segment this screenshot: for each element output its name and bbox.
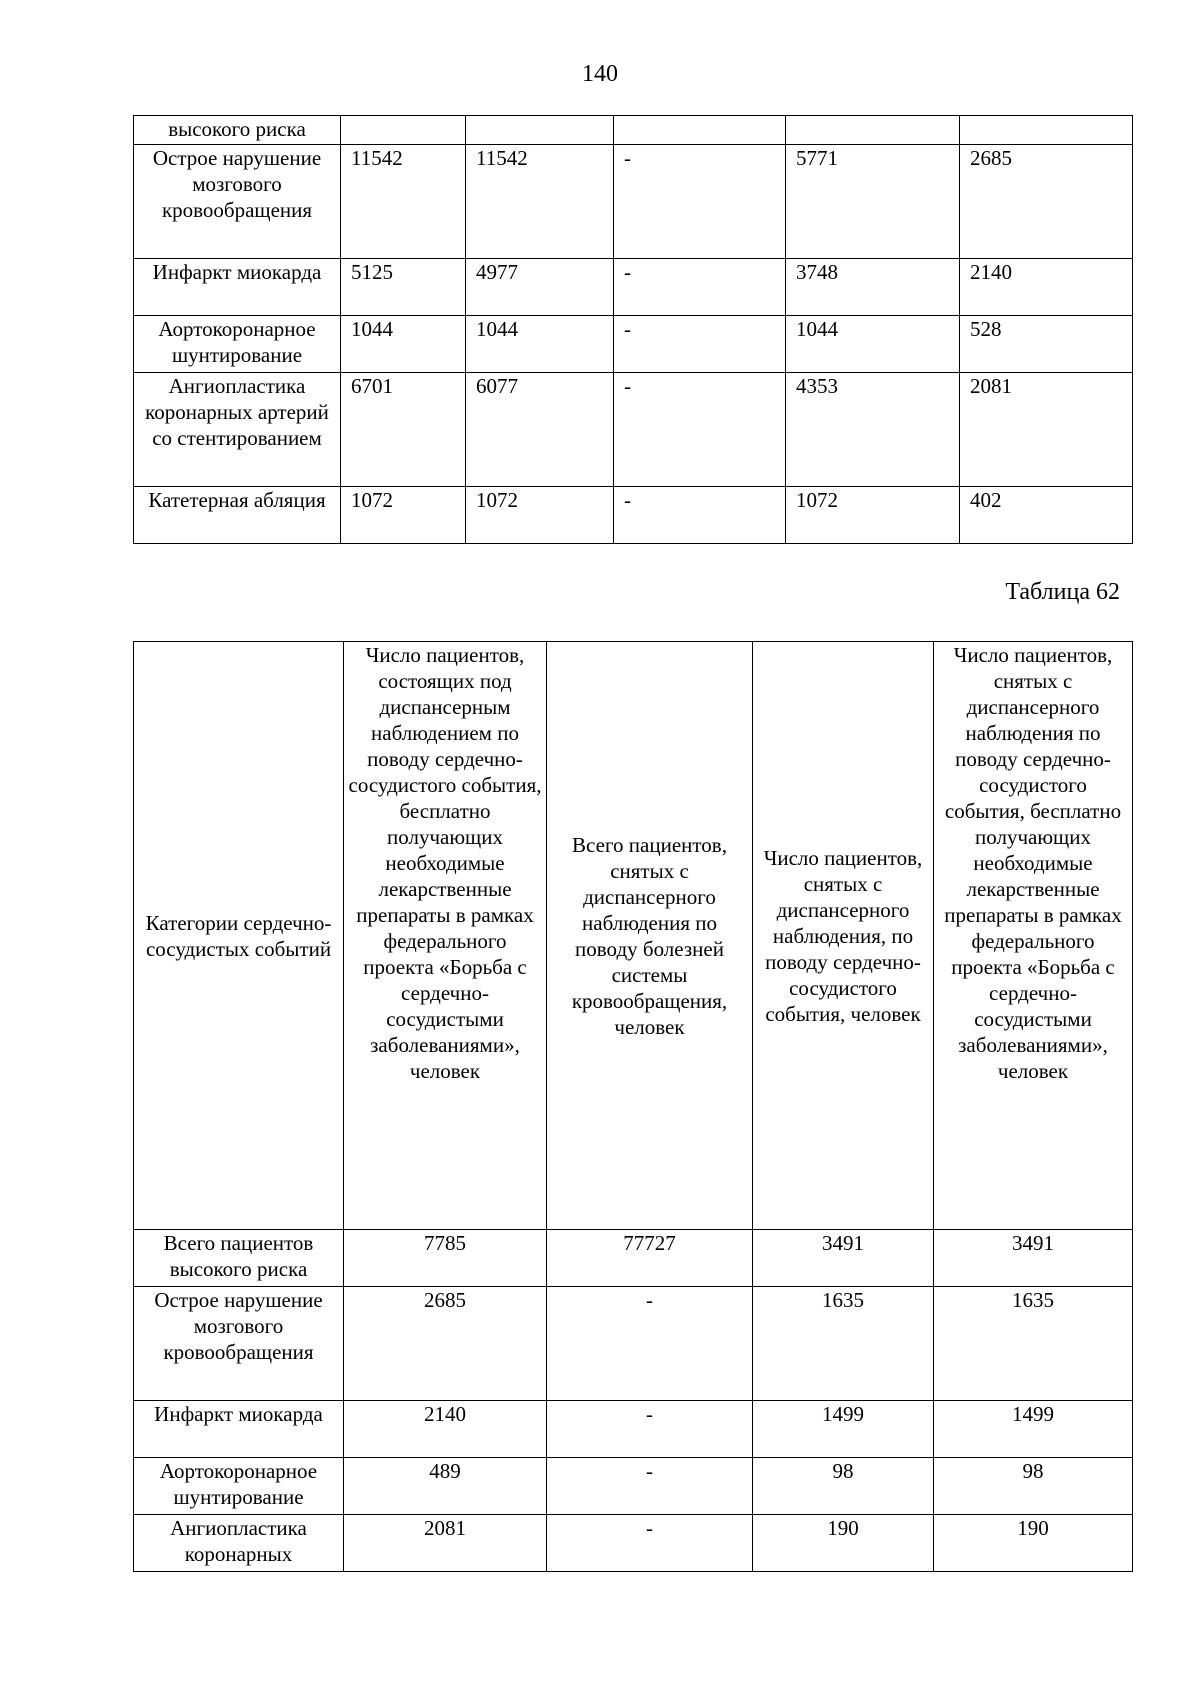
table-row [134,1287,1133,1401]
value-cell: - [547,1401,753,1458]
page-number: 140 [582,61,618,87]
value-cell: 402 [960,487,1133,544]
value-cell: 3748 [786,259,960,316]
table-caption: Таблица 62 [1005,579,1120,605]
value-cell: 489 [344,1458,547,1515]
table-row [134,487,1133,544]
value-cell: 3491 [753,1230,934,1287]
header-cell: Категории сердечно-сосудистых событий [134,642,344,1230]
value-cell: 1044 [466,316,614,373]
value-cell: 6077 [466,373,614,487]
value-cell: 2081 [344,1515,547,1572]
value-cell [466,116,614,145]
value-cell: 528 [960,316,1133,373]
table-row [134,1515,1133,1572]
value-cell: 2140 [344,1401,547,1458]
value-cell: 4353 [786,373,960,487]
category-cell: Инфаркт миокарда [134,1401,344,1458]
value-cell: 1635 [753,1287,934,1401]
table-62 [133,641,1133,1572]
value-cell: - [614,145,786,259]
header-cell: Число пациентов, снятых с диспансерного наблюдения, по поводу сердечно-сосудистого события, человек [753,642,934,1230]
value-cell: - [614,259,786,316]
value-cell: 77727 [547,1230,753,1287]
value-cell: - [614,316,786,373]
value-cell: 5125 [341,259,466,316]
value-cell: - [614,487,786,544]
table-row [134,373,1133,487]
value-cell: 2081 [960,373,1133,487]
value-cell: 3491 [934,1230,1133,1287]
category-cell: Аортокоронарное шунтирование [134,316,341,373]
table-row [134,116,1133,145]
value-cell: 4977 [466,259,614,316]
value-cell: - [547,1287,753,1401]
value-cell: 190 [934,1515,1133,1572]
value-cell: 2685 [960,145,1133,259]
header-cell: Число пациентов, снятых с диспансерного наблюдения по поводу сердечно-сосудистого события, бесплатно получающих необходимые лекарственные препараты в рамках федерального проекта «Борьба с сердечно-сосудистыми заболеваниями», человек [934,642,1133,1230]
value-cell: 1635 [934,1287,1133,1401]
table-header-row [134,642,1133,1230]
value-cell: 1072 [466,487,614,544]
table-row [134,316,1133,373]
value-cell: 1072 [786,487,960,544]
value-cell: 6701 [341,373,466,487]
category-cell: Всего пациентов высокого риска [134,1230,344,1287]
value-cell [341,116,466,145]
value-cell: 5771 [786,145,960,259]
category-cell: Острое нарушение мозгового кровообращения [134,145,341,259]
table-row [134,1401,1133,1458]
value-cell: 1499 [934,1401,1133,1458]
value-cell: 2140 [960,259,1133,316]
value-cell: 11542 [341,145,466,259]
table-row [134,1458,1133,1515]
value-cell: 1044 [341,316,466,373]
table-row [134,259,1133,316]
value-cell: - [547,1458,753,1515]
category-cell: Ангиопластика коронарных артерий со стентированием [134,373,341,487]
value-cell: 98 [934,1458,1133,1515]
category-cell: Аортокоронарное шунтирование [134,1458,344,1515]
value-cell: 1499 [753,1401,934,1458]
category-cell: Катетерная абляция [134,487,341,544]
category-cell: Инфаркт миокарда [134,259,341,316]
value-cell: - [547,1515,753,1572]
value-cell: 190 [753,1515,934,1572]
value-cell: 7785 [344,1230,547,1287]
table-row [134,145,1133,259]
category-cell: высокого риска [134,116,341,145]
value-cell: 2685 [344,1287,547,1401]
value-cell [786,116,960,145]
value-cell: - [614,373,786,487]
header-cell: Всего пациентов, снятых с диспансерного наблюдения по поводу болезней системы кровообращения, человек [547,642,753,1230]
value-cell: 1044 [786,316,960,373]
value-cell [614,116,786,145]
category-cell: Ангиопластика коронарных [134,1515,344,1572]
value-cell: 11542 [466,145,614,259]
value-cell: 98 [753,1458,934,1515]
category-cell: Острое нарушение мозгового кровообращения [134,1287,344,1401]
continued-table [133,115,1133,544]
table-row [134,1230,1133,1287]
value-cell [960,116,1133,145]
header-cell: Число пациентов, состоящих под диспансерным наблюдением по поводу сердечно-сосудистого события, бесплатно получающих необходимые лекарственные препараты в рамках федерального проекта «Борьба с сердечно-сосудистыми заболеваниями», человек [344,642,547,1230]
value-cell: 1072 [341,487,466,544]
